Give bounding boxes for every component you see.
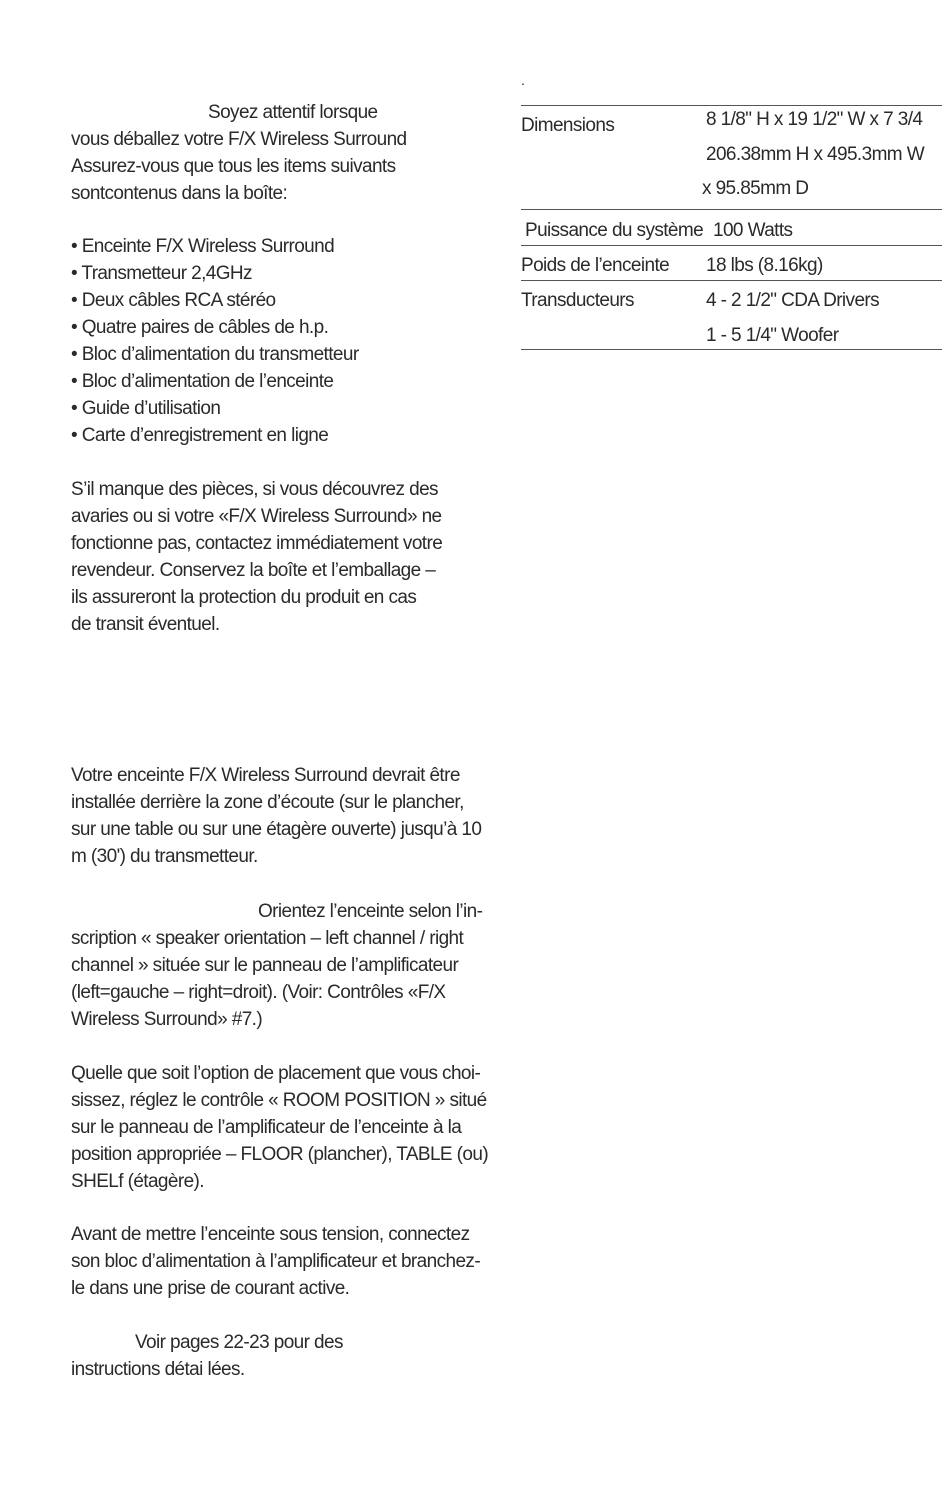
text-line: (left=gauche – right=droit). (Voir: Contrôles «F/X xyxy=(71,982,446,1003)
text-line: Voir pages 22-23 pour des xyxy=(135,1332,343,1353)
room-position-paragraph xyxy=(71,1060,501,1195)
text-line: son bloc d’alimentation à l’amplificateur et branchez- xyxy=(71,1251,481,1272)
drivers-label: Transducteurs xyxy=(521,290,634,311)
text-line: le dans une prise de courant active. xyxy=(71,1278,350,1299)
text-line: Votre enceinte F/X Wireless Surround devrait être xyxy=(71,765,460,786)
drivers-value: 4 - 2 1/2" CDA Drivers xyxy=(706,290,880,311)
power-label: Puissance du système xyxy=(525,220,704,241)
text-line: S’il manque des pièces, si vous découvrez des xyxy=(71,479,438,500)
text-line: sontcontenus dans la boîte: xyxy=(71,183,288,204)
text-line: sur une table ou sur une étagère ouverte) jusqu’à 10 xyxy=(71,819,482,840)
stray-mark: . xyxy=(521,72,525,88)
text-line: de transit éventuel. xyxy=(71,614,220,635)
list-item: • Bloc d’alimentation de l’enceinte xyxy=(71,368,359,395)
unpacking-intro xyxy=(71,99,501,207)
text-line: Wireless Surround» #7.) xyxy=(71,1009,263,1030)
text-line: fonctionne pas, contactez immédiatement votre xyxy=(71,533,443,554)
text-line: Quelle que soit l’option de placement que vous choi- xyxy=(71,1063,481,1084)
divider xyxy=(521,280,942,281)
dimensions-value: x 95.85mm D xyxy=(702,178,809,199)
text-line: channel » située sur le panneau de l’amplificateur xyxy=(71,955,459,976)
list-item: • Quatre paires de câbles de h.p. xyxy=(71,314,359,341)
list-item: • Deux câbles RCA stéréo xyxy=(71,287,359,314)
text-line: SHELf (étagère). xyxy=(71,1171,204,1192)
dimensions-value: 8 1/8" H x 19 1/2" W x 7 3/4 xyxy=(706,109,923,130)
text-line: sissez, réglez le contrôle « ROOM POSITION » situé xyxy=(71,1090,487,1111)
location-paragraph xyxy=(71,762,501,870)
dimensions-value: 206.38mm H x 495.3mm W xyxy=(706,144,925,165)
text-line: Assurez-vous que tous les items suivants xyxy=(71,156,396,177)
text-line: m (30') du transmetteur. xyxy=(71,846,258,867)
power-paragraph xyxy=(71,1221,501,1302)
text-line: installée derrière la zone d’écoute (sur le plancher, xyxy=(71,792,464,813)
list-item: • Carte d’enregistrement en ligne xyxy=(71,422,359,449)
weight-value: 18 lbs (8.16kg) xyxy=(706,255,823,276)
text-line: Orientez l’enceinte selon l’in- xyxy=(258,901,483,922)
text-line: scription « speaker orientation – left channel / right xyxy=(71,928,464,949)
text-line: avaries ou si votre «F/X Wireless Surround» ne xyxy=(71,506,442,527)
weight-label: Poids de l’enceinte xyxy=(521,255,670,276)
see-pages-paragraph xyxy=(71,1329,501,1383)
list-item: • Bloc d’alimentation du transmetteur xyxy=(71,341,359,368)
divider xyxy=(521,349,942,350)
list-item: • Enceinte F/X Wireless Surround xyxy=(71,233,359,260)
list-item: • Guide d’utilisation xyxy=(71,395,359,422)
orientation-paragraph xyxy=(71,898,501,1033)
text-line: ils assureront la protection du produit en cas xyxy=(71,587,417,608)
text-line: sur le panneau de l’amplificateur de l’enceinte à la xyxy=(71,1117,462,1138)
text-line: Soyez attentif lorsque xyxy=(208,102,378,123)
power-value: 100 Watts xyxy=(713,220,793,241)
divider xyxy=(521,209,942,210)
divider xyxy=(521,105,942,106)
divider xyxy=(521,245,942,246)
text-line: instructions détai lées. xyxy=(71,1359,245,1380)
text-line: position appropriée – FLOOR (plancher), TABLE (ou) xyxy=(71,1144,489,1165)
drivers-value: 1 - 5 1/4" Woofer xyxy=(706,325,839,346)
text-line: revendeur. Conservez la boîte et l’emballage – xyxy=(71,560,436,581)
list-item: • Transmetteur 2,4GHz xyxy=(71,260,359,287)
text-line: Avant de mettre l’enceinte sous tension, connectez xyxy=(71,1224,470,1245)
text-line: vous déballez votre F/X Wireless Surround xyxy=(71,129,407,150)
dimensions-label: Dimensions xyxy=(521,115,615,136)
package-contents-list xyxy=(71,233,359,449)
missing-parts-paragraph xyxy=(71,476,501,638)
